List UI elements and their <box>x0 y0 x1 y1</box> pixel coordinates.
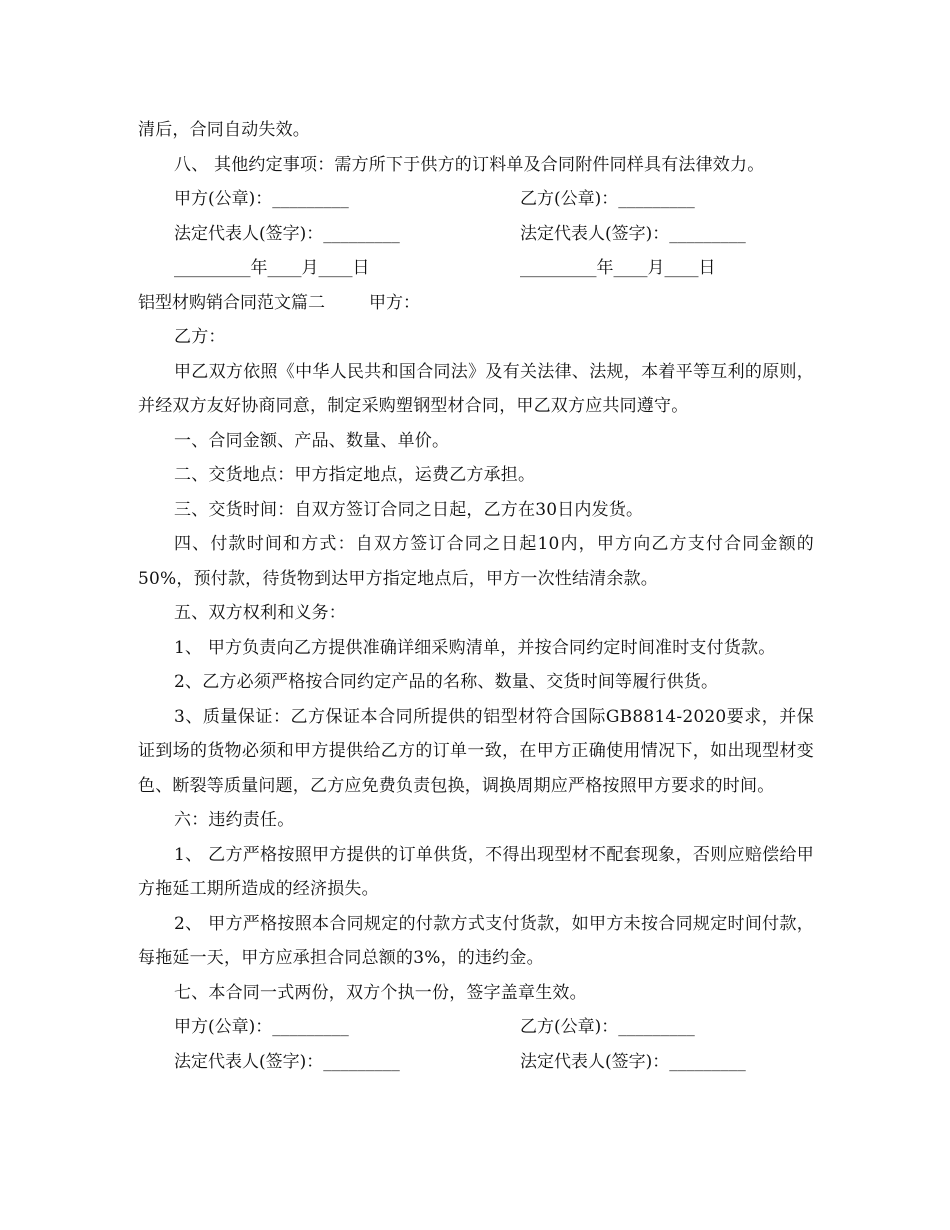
party-b-representative: 法定代表人(签字)：_________ <box>520 223 746 244</box>
clause-6-item-1: 1、 乙方严格按照甲方提供的订单供货，不得出现型材不配套现象，否则应赔偿给甲方拖延工期所造成的经济损失。 <box>138 844 814 899</box>
clause-1: 一、合同金额、产品、数量、单价。 <box>174 430 450 451</box>
signature-row <box>138 1010 814 1045</box>
party-a-label: 甲方： <box>369 292 420 313</box>
intro-paragraph: 甲乙双方依照《中华人民共和国合同法》及有关法律、法规，本着平等互利的原则，并经双方友好协商同意，制定采购塑钢型材合同，甲乙双方应共同遵守。 <box>138 361 814 416</box>
party-b-date: _________年____月____日 <box>520 258 716 278</box>
clause-8: 八、 其他约定事项：需方所下于供方的订料单及合同附件同样具有法律效力。 <box>174 154 765 175</box>
party-b-label: 乙方： <box>174 327 226 347</box>
clause-6-item-2: 2、 甲方严格按照本合同规定的付款方式支付货款，如甲方未按合同规定时间付款，每拖延一天，甲方应承担合同总额的3%，的违约金。 <box>138 913 814 968</box>
signature-row <box>138 251 814 286</box>
clause-7: 七、本合同一式两份，双方个执一份，签字盖章生效。 <box>174 982 587 1003</box>
party-b-seal: 乙方(公章)：_________ <box>520 189 695 209</box>
clause-5: 五、双方权利和义务： <box>174 603 346 623</box>
clause-2: 二、交货地点：甲方指定地点，运费乙方承担。 <box>174 465 536 485</box>
signature-row <box>138 1045 814 1080</box>
signature-row <box>138 182 814 217</box>
party-a-date: _________年____月____日 <box>174 258 370 278</box>
clause-5-item-1: 1、 甲方负责向乙方提供准确详细采购清单，并按合同约定时间准时支付货款。 <box>174 637 776 658</box>
party-a-seal: 甲方(公章)：_________ <box>174 189 349 209</box>
document-body <box>138 113 814 1079</box>
signature-row <box>138 217 814 252</box>
party-b-representative: 法定代表人(签字)：_________ <box>520 1051 746 1072</box>
party-a-representative: 法定代表人(签字)：_________ <box>174 223 400 244</box>
clause-4: 四、付款时间和方式：自双方签订合同之日起10内，甲方向乙方支付合同金额的50%，预付款，待货物到达甲方指定地点后，甲方一次性结清余款。 <box>138 534 814 589</box>
party-a-seal: 甲方(公章)：_________ <box>174 1017 349 1037</box>
clause-6: 六：违约责任。 <box>174 810 295 830</box>
party-b-seal: 乙方(公章)：_________ <box>520 1017 695 1037</box>
section-title: 铝型材购销合同范文篇二 <box>138 292 325 313</box>
clause-5-item-3: 3、质量保证：乙方保证本合同所提供的铝型材符合国际GB8814-2020要求，并保证到场的货物必须和甲方提供给乙方的订单一致，在甲方正确使用情况下，如出现型材变色、断裂等质量问题，乙方应免费负责包换，调换周期应严格按照甲方要求的时间。 <box>138 706 814 796</box>
text-line: 清后，合同自动失效。 <box>138 120 310 140</box>
party-a-representative: 法定代表人(签字)：_________ <box>174 1051 400 1072</box>
clause-3: 三、交货时间：自双方签订合同之日起，乙方在30日内发货。 <box>174 499 644 520</box>
section-title-row <box>138 286 814 321</box>
clause-5-item-2: 2、乙方必须严格按合同约定产品的名称、数量、交货时间等履行供货。 <box>174 672 719 692</box>
